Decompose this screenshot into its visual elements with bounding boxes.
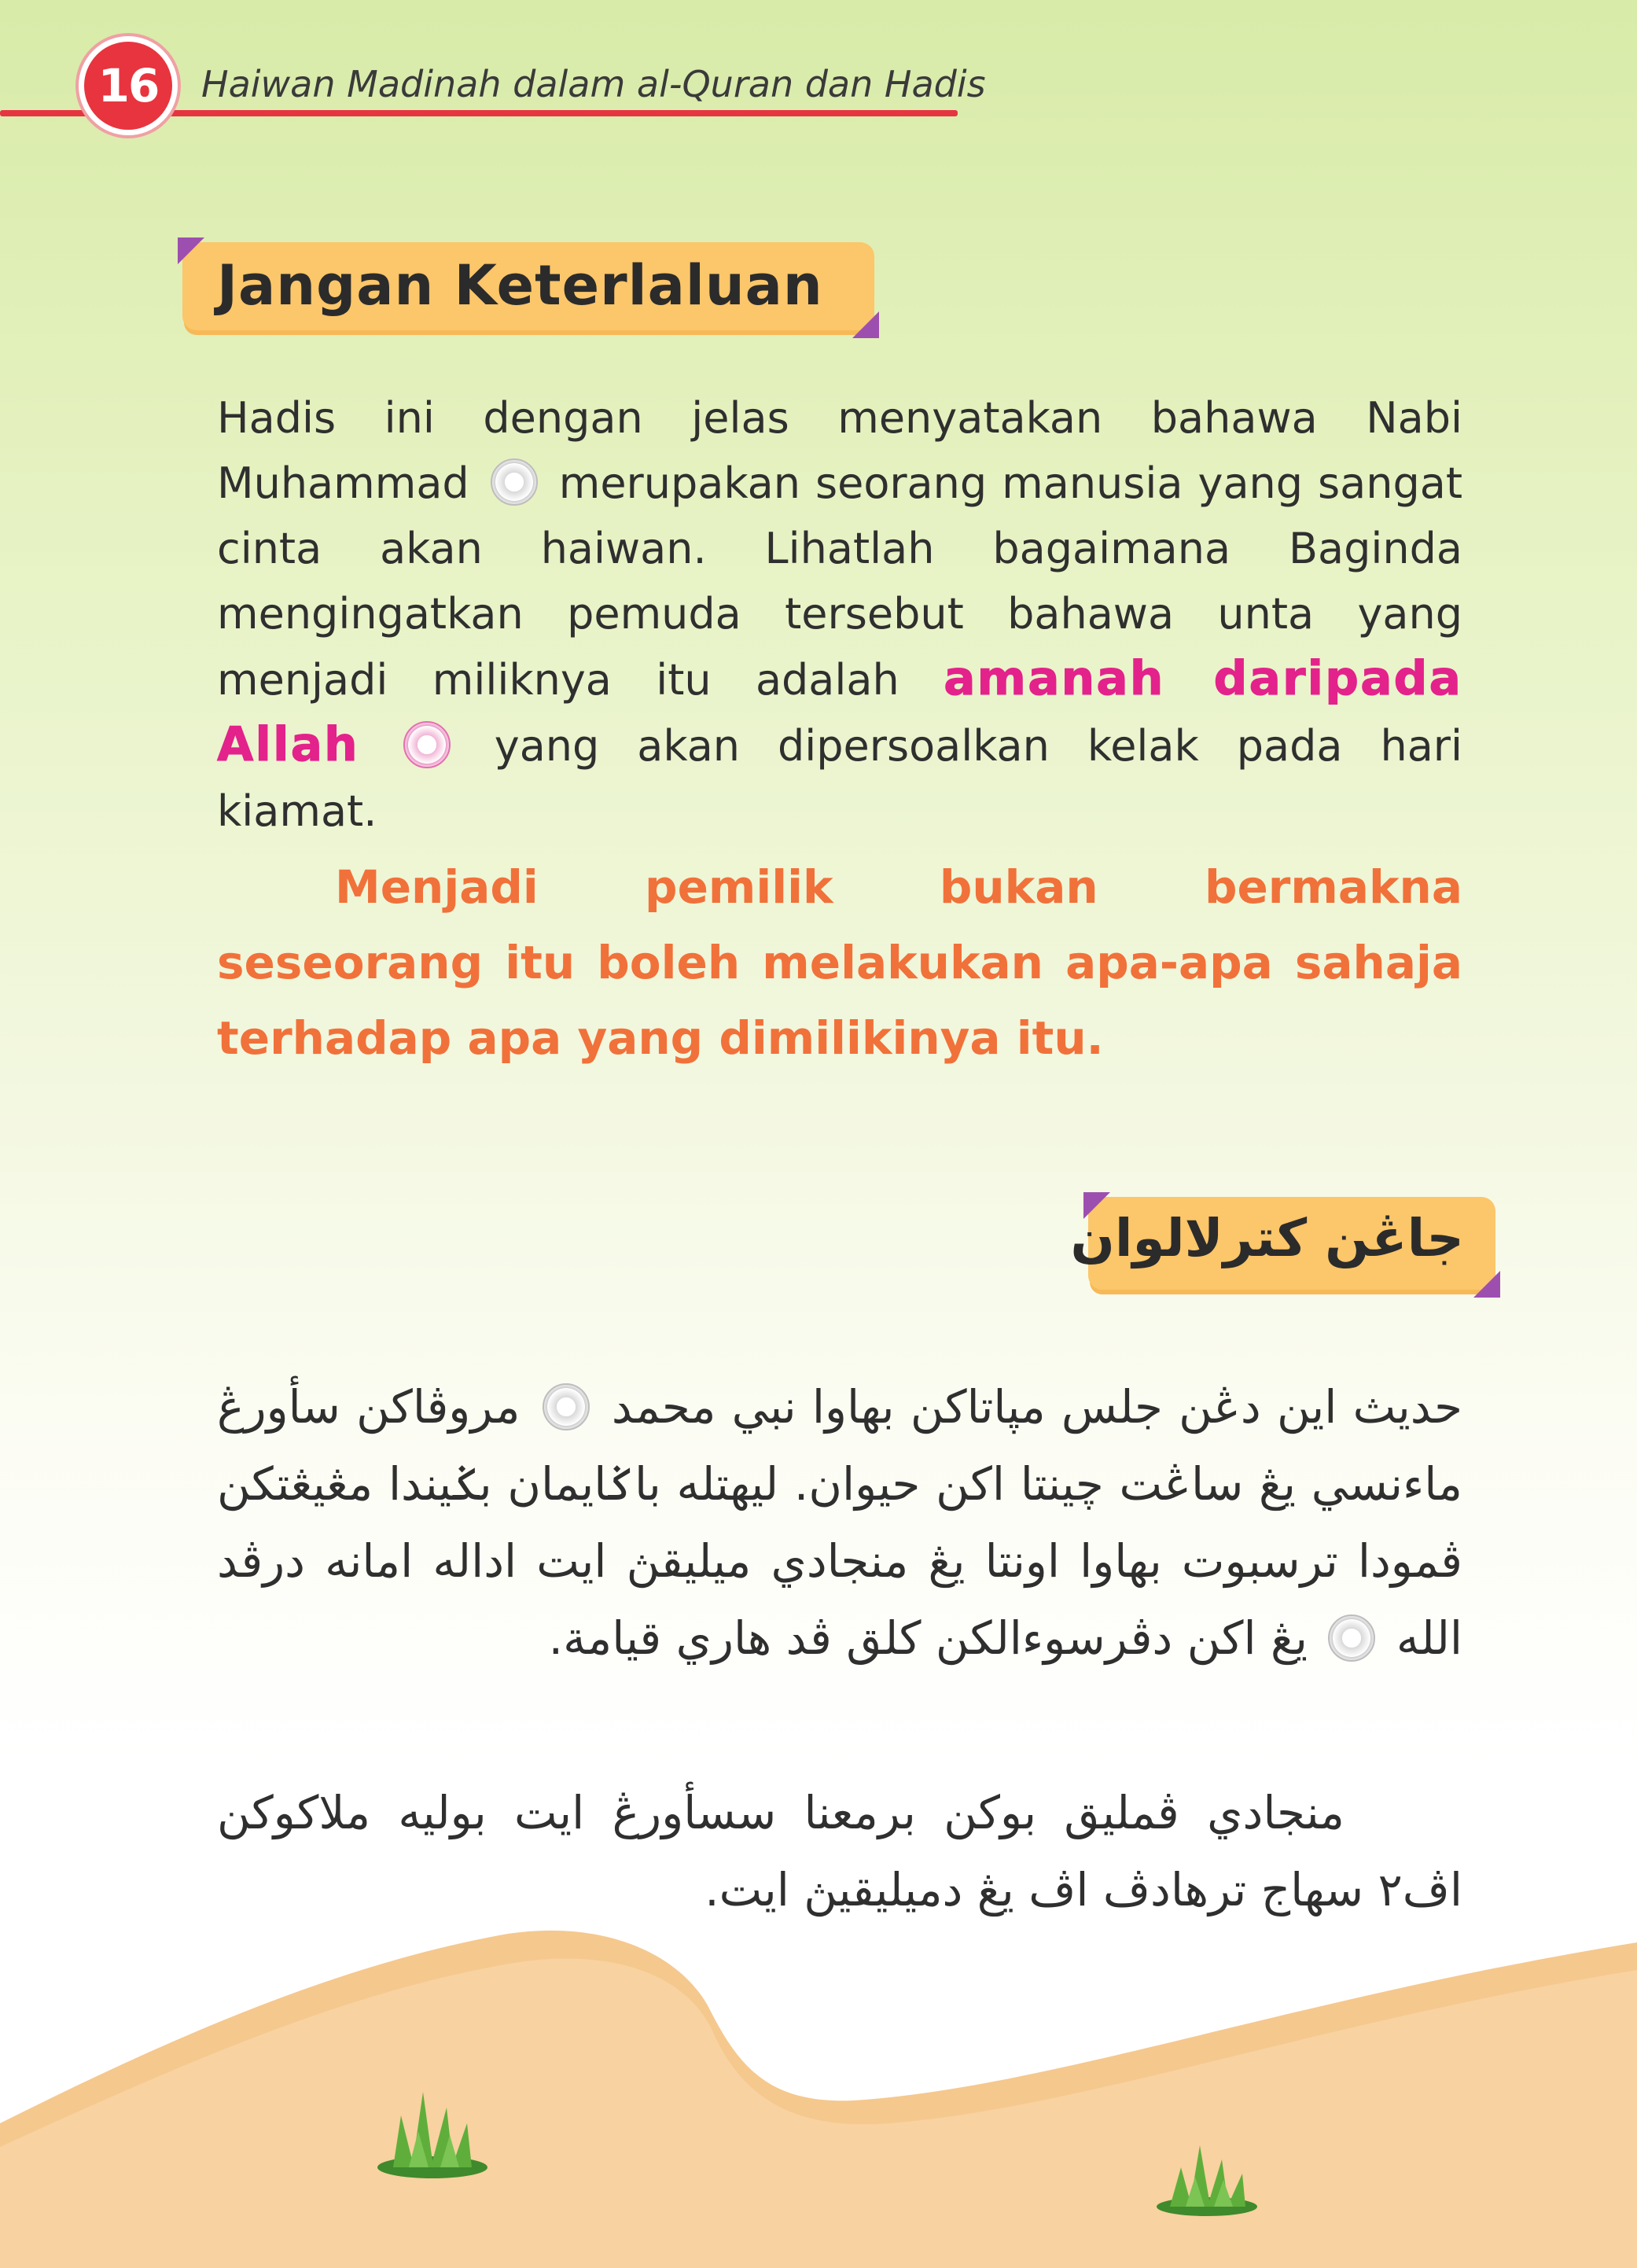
jawi-text: يڠ اکن دڤرسوءالکن کلق ڤد هاري قيامة. [548, 1611, 1308, 1665]
section-title-tag [182, 242, 874, 330]
paragraph-text: Hadis ini dengan jelas menyatakan bahawa Nabi Muhammad [217, 393, 1462, 508]
subhanahu-icon [1328, 1614, 1375, 1662]
page-number-badge: 16 [79, 36, 178, 135]
tag-corner-decoration [1473, 1271, 1500, 1298]
section-title: Jangan Keterlaluan [217, 253, 823, 318]
jawi-section-title: جاڠن كترلالوان [1070, 1208, 1464, 1268]
highlight-text: amanah daripada Allah [217, 651, 1462, 772]
sand-dunes-illustration [0, 1887, 1637, 2268]
jawi-text: مروڤاکن سأورڠ ماءنسي يڠ ساڠت چينتا اکن حيوان. ليهتله باݢايمان بݢيندا مڠيڠتکن ڤمودا ترسبوت بهاوا اونتا يڠ منجادي ميليقڽ ايت اداله امانه درڤد الله [217, 1380, 1462, 1665]
paragraph-text: yang akan dipersoalkan kelak pada hari kiamat. [217, 721, 1462, 836]
jawi-paragraph [217, 1368, 1462, 1677]
tag-corner-decoration [852, 311, 879, 338]
jawi-paragraph: منجادي ڤمليق بوکن برمعنا سسأورڠ ايت بوليه ملاکوکن اڤ٢ سهاج ترهادڤ اڤ يڠ دميليقيڽ ايت. [217, 1786, 1462, 1916]
jawi-section-title-tag [1070, 1197, 1495, 1290]
salawat-icon [491, 458, 538, 506]
body-paragraph [217, 385, 1462, 844]
subhanahu-icon [403, 721, 451, 768]
salawat-icon [543, 1383, 590, 1430]
running-title: Haiwan Madinah dalam al-Quran dan Hadis [201, 63, 986, 105]
paragraph-text: merupakan seorang manusia yang sangat cinta akan haiwan. Lihatlah bagaimana Baginda mengingatkan pemuda tersebut bahawa unta yang menjadi miliknya itu adalah [217, 458, 1463, 705]
callout-text: Menjadi pemilik bukan bermakna seseorang itu boleh melakukan apa-apa sahaja terhadap apa yang dimilikinya itu. [217, 860, 1462, 1065]
tag-corner-decoration [178, 237, 204, 264]
jawi-text: حديث اين دڠن جلس مپاتاکن بهاوا نبي محمد [611, 1380, 1463, 1434]
